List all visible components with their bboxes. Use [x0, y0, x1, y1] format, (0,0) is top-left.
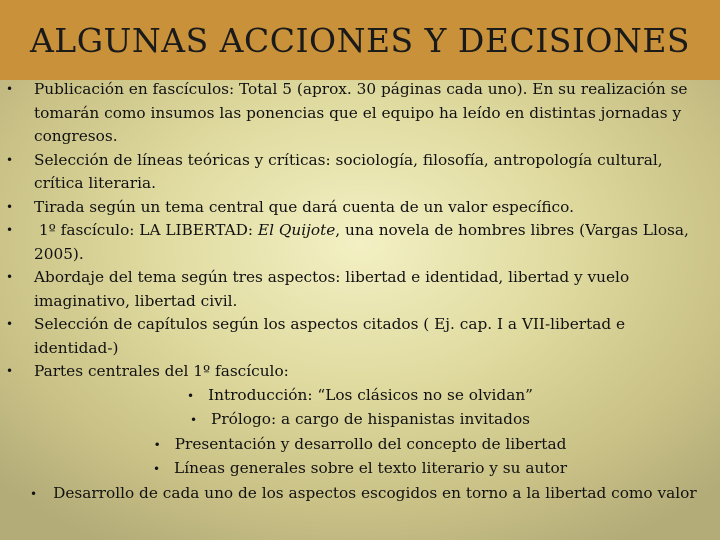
sub-list-item: [0, 433, 720, 458]
bullet-icon: •: [6, 199, 14, 214]
bullet-icon: •: [6, 82, 14, 96]
bullet-icon: •: [186, 388, 195, 403]
sub-item-text: Prólogo: a cargo de hispanistas invitados: [211, 410, 531, 428]
list-item-text: Selección de líneas teóricas y críticas: sociología, filosofía, antropología cultural, crítica literaria.: [34, 150, 663, 192]
bullet-icon: •: [6, 152, 14, 167]
sub-item-text: Presentación y desarrollo del concepto de libertad: [174, 434, 567, 453]
bullet-icon: •: [153, 437, 161, 452]
bullet-icon: •: [6, 223, 14, 237]
list-item-text: Abordaje del tema según tres aspectos: libertad e identidad, libertad y vuelo imaginativo, libertad civil.: [34, 268, 630, 310]
list-item-last: [0, 482, 720, 507]
list-item-text: Desarrollo de cada uno de los aspectos escogidos en torno a la libertad como valor: [53, 483, 697, 502]
list-item-text: Publicación en fascículos: Total 5 (aprox. 30 páginas cada uno). En su realización se tomarán como insumos las ponencias que el equipo ha leído en distintas jornadas y congresos.: [34, 80, 688, 145]
bullet-icon: •: [6, 270, 14, 284]
list-item-text: Tirada según un tema central que dará cuenta de un valor específico.: [34, 197, 574, 216]
sub-item-text: Introducción: “Los clásicos no se olvidan”: [208, 385, 533, 404]
bullet-icon: •: [30, 486, 38, 501]
list-item: [0, 196, 720, 220]
list-item-text: Selección de capítulos según los aspectos citados ( Ej. cap. I a VII-libertad e identidad-): [34, 315, 626, 357]
list-item-text-pre: 1º fascículo: LA LIBERTAD:: [34, 221, 258, 239]
sub-list-item: [0, 408, 720, 433]
list-item: [0, 219, 720, 266]
sub-list-item: [0, 457, 720, 482]
bullet-icon: •: [6, 317, 14, 331]
list-item: [0, 360, 720, 384]
bullet-icon: •: [189, 413, 198, 427]
list-item: [0, 149, 720, 196]
sub-item-text: Líneas generales sobre el texto literario y su autor: [174, 459, 568, 477]
list-item: [0, 313, 720, 360]
list-item: [0, 266, 720, 313]
book-title: El Quijote: [257, 221, 336, 239]
slide-title: ALGUNAS ACCIONES Y DECISIONES: [29, 20, 691, 60]
list-item: [0, 78, 720, 149]
title-bar: [0, 0, 720, 80]
list-item-text: Partes centrales del 1º fascículo:: [34, 362, 289, 380]
sub-list-item: [0, 384, 720, 409]
list-item-text-post: , una novela de hombres libres (Vargas Llosa, 2005).: [34, 221, 689, 263]
bullet-icon: •: [6, 364, 14, 378]
bullet-list: [0, 78, 720, 506]
bullet-icon: •: [152, 462, 161, 476]
